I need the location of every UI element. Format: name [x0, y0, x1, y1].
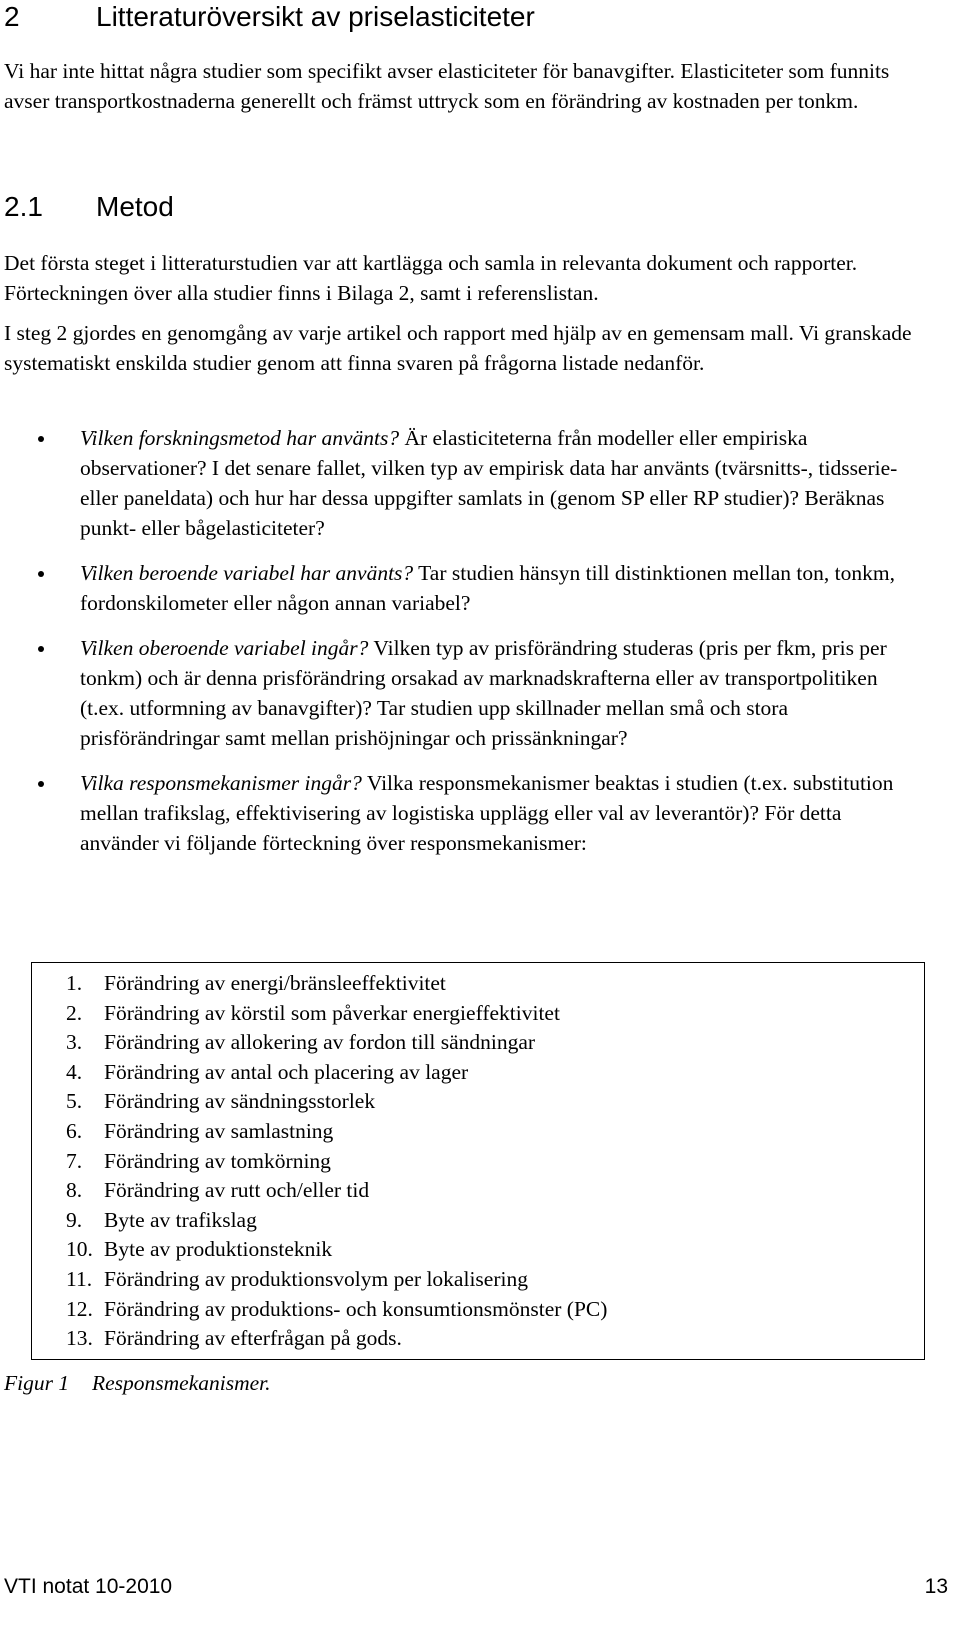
- mechanism-item: [66, 1028, 607, 1058]
- figure-caption: [4, 1368, 271, 1398]
- page-footer: [4, 1573, 956, 1601]
- question-text: Vilken oberoende variabel ingår?: [80, 636, 369, 660]
- question-description: Tar studien hänsyn till distinktionen mellan ton, tonkm, fordonskilometer eller någon annan variabel?: [80, 561, 895, 615]
- section-title: Litteraturöversikt av priselasticiteter: [96, 1, 535, 32]
- mechanism-number: 9.: [66, 1207, 83, 1232]
- question-item: [4, 423, 914, 543]
- mechanism-number: 8.: [66, 1178, 83, 1203]
- mechanism-number: 3.: [66, 1030, 83, 1055]
- mechanism-number: 6.: [66, 1118, 83, 1143]
- mechanism-number: 10.: [66, 1237, 93, 1262]
- mechanism-figure-box: [31, 962, 925, 1360]
- question-text: Vilken beroende variabel har använts?: [80, 561, 414, 585]
- mechanism-label: Förändring av produktionsvolym per lokalisering: [104, 1266, 528, 1291]
- mechanism-label: Förändring av efterfrågan på gods.: [104, 1326, 402, 1351]
- method-paragraph-2: I steg 2 gjordes en genomgång av varje artikel och rapport med hjälp av en gemensam mall. Vi granskade systematiskt enskilda studier genom att finna svaren på frågorna listade nedanför.: [4, 321, 912, 375]
- bullet-icon: [38, 646, 44, 652]
- mechanism-number: 4.: [66, 1059, 83, 1084]
- question-text: Vilken forskningsmetod har använts?: [80, 426, 400, 450]
- mechanism-item: [66, 1235, 607, 1265]
- question-description: Vilka responsmekanismer beaktas i studien (t.ex. substitution mellan trafikslag, effektivisering av logistiska upplägg eller val av leverantör)? För detta använder vi följande förteckning över responsmekanismer:: [80, 771, 894, 855]
- mechanism-number: 5.: [66, 1089, 83, 1114]
- subsection-title: Metod: [96, 191, 174, 222]
- question-text: Vilka responsmekanismer ingår?: [80, 771, 362, 795]
- mechanism-label: Förändring av sändningsstorlek: [104, 1089, 376, 1114]
- question-item: [4, 633, 914, 753]
- mechanism-label: Byte av trafikslag: [104, 1207, 257, 1232]
- mechanism-number: 13.: [66, 1326, 93, 1351]
- question-item: [4, 768, 914, 858]
- mechanism-number: 11.: [66, 1266, 93, 1291]
- question-description: Vilken typ av prisförändring studeras (pris per fkm, pris per tonkm) och är denna prisförändring orsakad av marknadskrafterna eller av transportpolitiken (t.ex. utformning av banavgifter)? Tar studien upp skillnader mellan små och stora prisförändringar samt mellan prishöjningar och prissänkningar?: [80, 636, 887, 750]
- figure-label: Figur 1: [4, 1371, 70, 1395]
- mechanism-item: [66, 1117, 607, 1147]
- mechanism-number: 1.: [66, 971, 83, 995]
- mechanism-item: [66, 999, 607, 1029]
- mechanism-item: [66, 1206, 607, 1236]
- question-item: [4, 558, 914, 618]
- mechanism-item: [66, 1058, 607, 1088]
- mechanism-item: [66, 1324, 607, 1354]
- mechanism-label: Förändring av körstil som påverkar energieffektivitet: [104, 1000, 560, 1025]
- mechanism-item: [66, 1147, 607, 1177]
- mechanism-number: 12.: [66, 1296, 93, 1321]
- mechanism-label: Förändring av energi/bränsleeffektivitet: [104, 971, 446, 995]
- figure-caption-text: Responsmekanismer.: [92, 1371, 271, 1395]
- bullet-icon: [38, 436, 44, 442]
- question-description: Är elasticiteterna från modeller eller empiriska observationer? I det senare fallet, vilken typ av empirisk data har använts (tvärsnitts-, tidsserie- eller paneldata) och hur har dessa uppgifter samlats in (genom SP eller RP studier)? Beräknas punkt- eller bågelasticiteter?: [80, 426, 898, 540]
- page-number: 13: [924, 1575, 948, 1598]
- mechanism-label: Förändring av allokering av fordon till sändningar: [104, 1030, 536, 1055]
- mechanism-item: [66, 1295, 607, 1325]
- mechanism-number: 2.: [66, 1000, 83, 1025]
- question-list: [4, 423, 914, 873]
- mechanism-item: [66, 1265, 607, 1295]
- section-heading: [4, 0, 535, 34]
- mechanism-label: Förändring av antal och placering av lager: [104, 1059, 469, 1084]
- section-number: 2: [4, 1, 20, 32]
- mechanism-number: 7.: [66, 1148, 83, 1173]
- mechanism-label: Förändring av produktions- och konsumtionsmönster (PC): [104, 1296, 608, 1321]
- method-paragraph-1: Det första steget i litteraturstudien var att kartlägga och samla in relevanta dokument och rapporter. Förteckningen över alla studier finns i Bilaga 2, samt i referenslistan.: [4, 251, 858, 305]
- mechanism-label: Förändring av rutt och/eller tid: [104, 1178, 370, 1203]
- mechanism-item: [66, 1087, 607, 1117]
- mechanism-label: Förändring av samlastning: [104, 1118, 334, 1143]
- subsection-heading: [4, 190, 174, 224]
- bullet-icon: [38, 781, 44, 787]
- publication-id: VTI notat 10-2010: [4, 1575, 173, 1598]
- mechanism-item: [66, 969, 607, 999]
- mechanism-list: [66, 969, 607, 1354]
- mechanism-label: Byte av produktionsteknik: [104, 1237, 333, 1262]
- mechanism-label: Förändring av tomkörning: [104, 1148, 331, 1173]
- bullet-icon: [38, 571, 44, 577]
- subsection-number: 2.1: [4, 191, 43, 222]
- mechanism-item: [66, 1176, 607, 1206]
- section-intro-paragraph: Vi har inte hittat några studier som specifikt avser elasticiteter för banavgifter. Elasticiteter som funnits avser transportkostnaderna generellt och främst uttryck som en förändring av kostnaden per tonkm.: [4, 59, 890, 113]
